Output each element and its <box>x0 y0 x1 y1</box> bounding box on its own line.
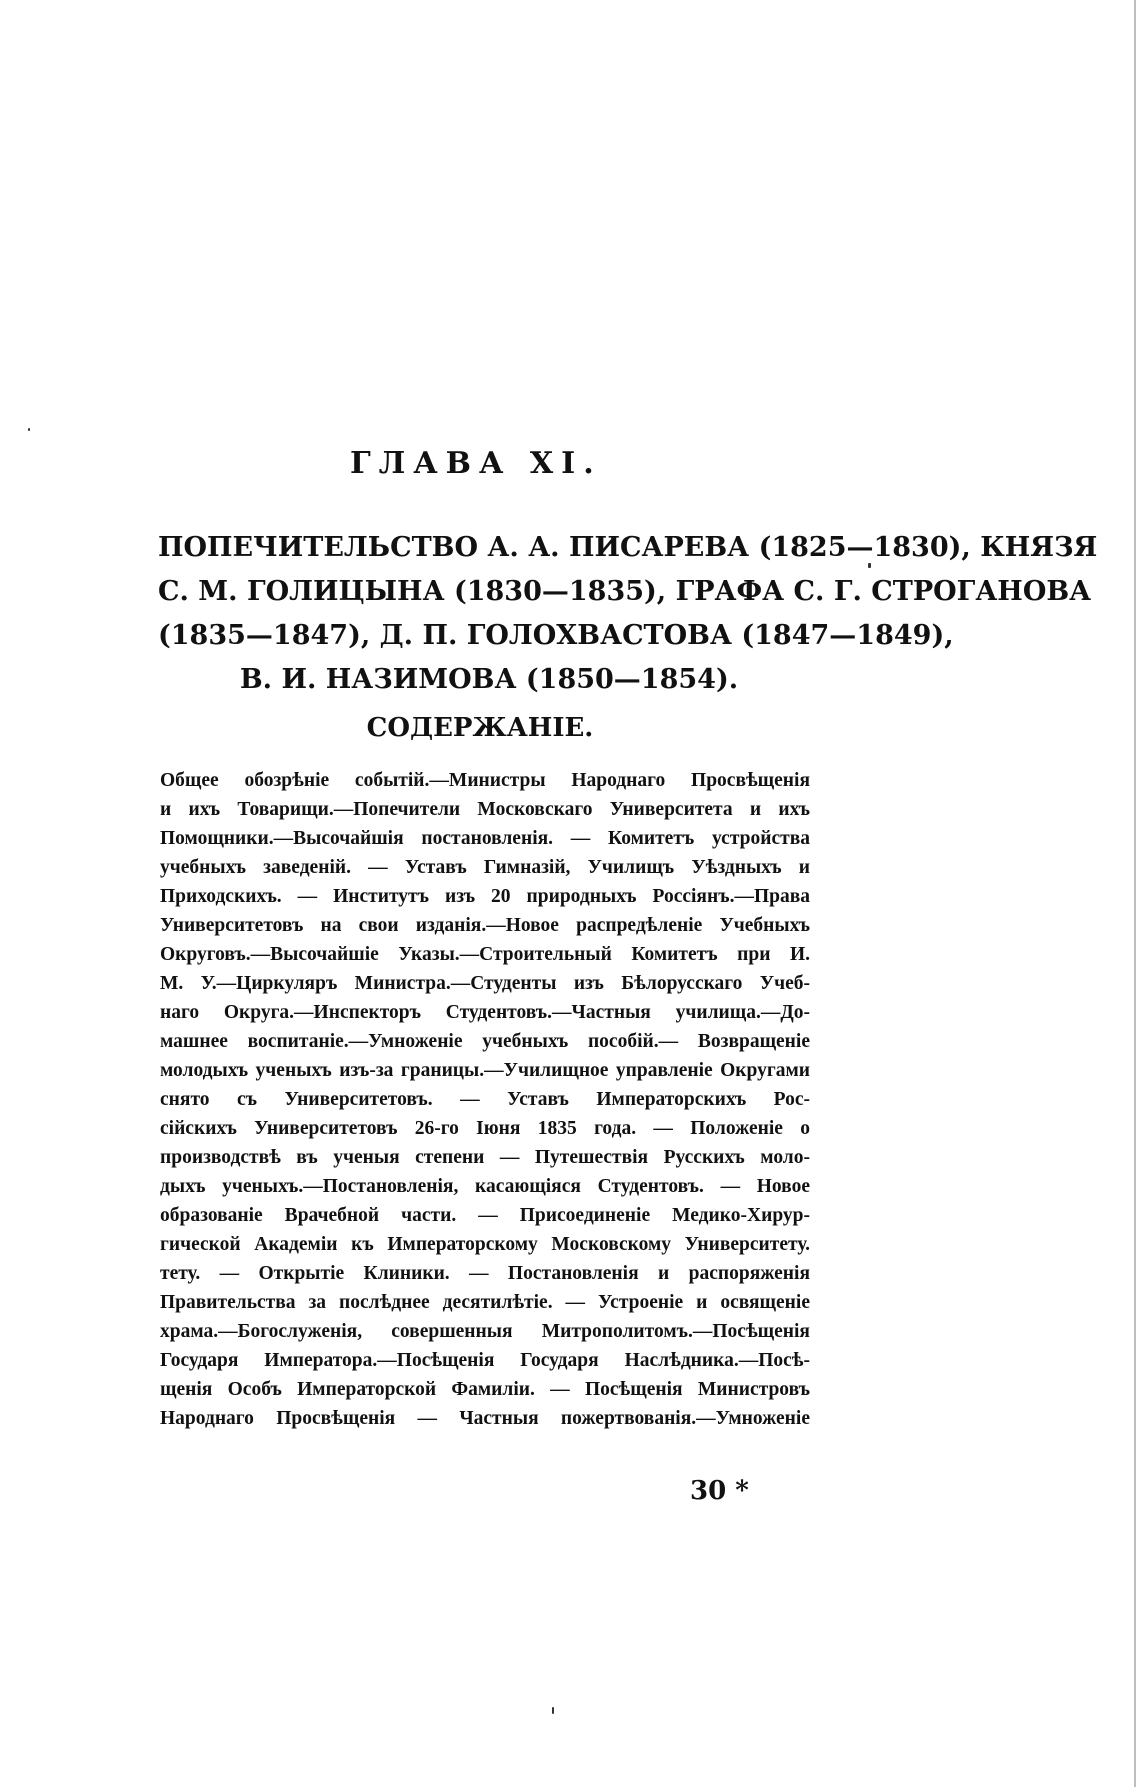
contents-line: Государя Императора.—Посѣщенія Государя Наслѣдника.—Посѣ- <box>160 1350 810 1371</box>
page-edge-shadow <box>1134 0 1136 1787</box>
heading-line-2: С. М. ГОЛИЦЫНА (1830—1835), ГРАФА С. Г. СТРОГАНОВА <box>158 576 1092 607</box>
contents-line: дыхъ ученыхъ.—Постановленія, касающіяся Студентовъ. — Новое <box>160 1176 810 1197</box>
signature-mark: 30 * <box>690 1476 749 1506</box>
contents-line: машнее воспитаніе.—Умноженіе учебныхъ пособій.— Возвращеніе <box>160 1031 810 1052</box>
contents-line: щенія Особъ Императорской Фамиліи. — Посѣщенія Министровъ <box>160 1379 810 1400</box>
contents-line: снято съ Университетовъ. — Уставъ Императорскихъ Рос- <box>160 1089 810 1110</box>
contents-line: образованіе Врачебной части. — Присоединеніе Медико-Хирур- <box>160 1205 810 1226</box>
contents-line: Округовъ.—Высочайшіе Указы.—Строительный Комитетъ при И. <box>160 944 810 965</box>
contents-line: тету. — Открытіе Клиники. — Постановленія и распоряженія <box>160 1263 810 1284</box>
contents-line: Правительства за послѣднее десятилѣтіе. — Устроеніе и освященіе <box>160 1292 810 1313</box>
contents-line: Университетовъ на свои изданія.—Новое распредѣленіе Учебныхъ <box>160 915 810 936</box>
contents-line: молодыхъ ученыхъ изъ-за границы.—Училищное управленіе Округами <box>160 1060 810 1081</box>
contents-title: СОДЕРЖАНІЕ. <box>366 713 594 743</box>
ink-speck <box>28 428 30 431</box>
contents-line: храма.—Богослуженія, совершенныя Митрополитомъ.—Посѣщенія <box>160 1321 810 1342</box>
heading-line-1: ПОПЕЧИТЕЛЬСТВО А. А. ПИСАРЕВА (1825—1830), КНЯЗЯ <box>158 532 1098 563</box>
contents-line: учебныхъ заведеній. — Уставъ Гимназій, Училищъ Уѣздныхъ и <box>160 857 810 878</box>
contents-line: наго Округа.—Инспекторъ Студентовъ.—Частныя училища.—До- <box>160 1002 810 1023</box>
contents-line: Приходскихъ. — Институтъ изъ 20 природныхъ Россіянъ.—Права <box>160 886 810 907</box>
contents-line: М. У.—Циркуляръ Министра.—Студенты изъ Бѣлорусскаго Учеб- <box>160 973 810 994</box>
heading-line-4: В. И. НАЗИМОВА (1850—1854). <box>239 664 739 695</box>
contents-line: гической Академіи къ Императорскому Московскому Университету. <box>160 1234 810 1255</box>
contents-line: и ихъ Товарищи.—Попечители Московскаго Университета и ихъ <box>160 799 810 820</box>
contents-line: Помощники.—Высочайшія постановленія. — Комитетъ устройства <box>160 828 810 849</box>
chapter-title: ГЛАВА XI. <box>350 446 602 481</box>
contents-line: сійскихъ Университетовъ 26-го Іюня 1835 года. — Положеніе о <box>160 1118 810 1139</box>
contents-line: Общее обозрѣніе событій.—Министры Народнаго Просвѣщенія <box>160 770 810 791</box>
contents-line: Народнаго Просвѣщенія — Частныя пожертвованія.—Умноженіе <box>160 1408 810 1429</box>
contents-line: производствѣ въ ученыя степени — Путешествія Русскихъ моло- <box>160 1147 810 1168</box>
heading-line-3: (1835—1847), Д. П. ГОЛОХВАСТОВА (1847—1849), <box>158 620 954 651</box>
ink-speck <box>552 1707 554 1714</box>
ink-speck <box>868 563 871 568</box>
